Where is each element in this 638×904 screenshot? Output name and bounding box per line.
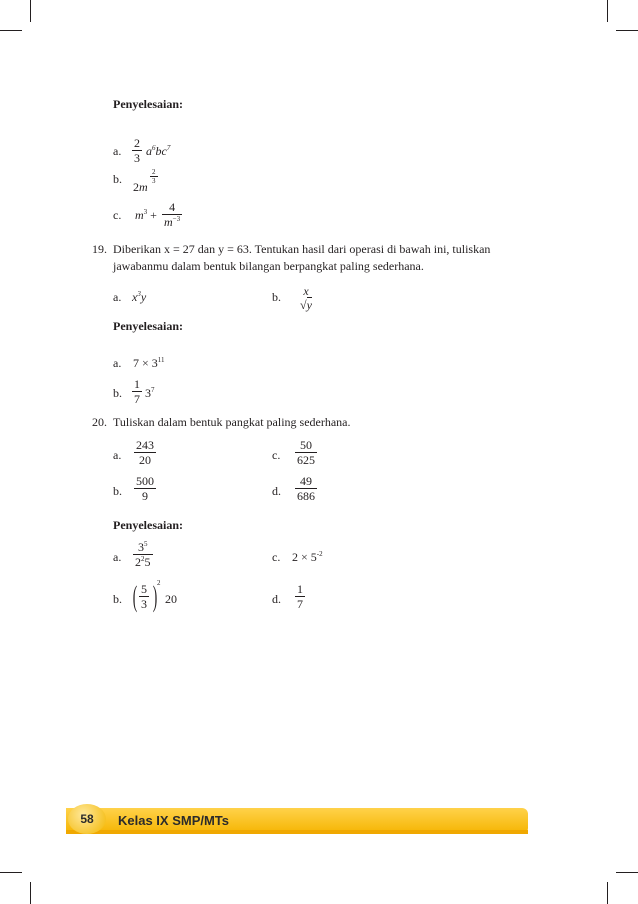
right-paren: ) xyxy=(152,580,158,613)
question-number-20: 20. xyxy=(92,415,107,429)
expression-2m: 2m xyxy=(133,180,148,194)
left-paren: ( xyxy=(132,580,138,613)
fraction-49-686: $\frac{49}{686}$ xyxy=(297,474,315,503)
expression-a6bc7: $a^6bc^7$ xyxy=(146,144,171,158)
crop-mark xyxy=(0,30,22,31)
question-20-text: Tuliskan dalam bentuk pangkat paling sederhana. xyxy=(113,415,351,429)
option-label-a: a. xyxy=(113,290,122,304)
sqrt-icon: √ xyxy=(300,298,307,312)
answer-label-a: a. xyxy=(113,144,122,158)
answer-label-b: b. xyxy=(113,172,122,186)
fraction-500-9: $\frac{500}{9}$ xyxy=(136,474,154,503)
fraction-3-5-over-2-2-5: $\frac{3^5}{2^25}$ xyxy=(135,540,151,569)
answer-label-c: c. xyxy=(113,208,122,222)
question-19-text: jawabanmu dalam bentuk bilangan berpangkat paling sederhana. xyxy=(113,259,424,273)
option-label-c: c. xyxy=(272,448,281,462)
fraction-5-3: $\frac{5}{3}$ xyxy=(141,582,147,611)
expression-20: 20 xyxy=(165,592,177,606)
fraction-x-over-sqrt-y: x √y xyxy=(300,284,312,312)
fraction-50-625: $\frac{50}{625}$ xyxy=(297,438,315,467)
question-number-19: 19. xyxy=(92,242,107,256)
answer-label-c: c. xyxy=(272,550,281,564)
crop-mark xyxy=(616,872,638,873)
expression-7x3-11: $7 \times 3^{11}$ xyxy=(133,356,165,370)
option-label-b: b. xyxy=(272,290,281,304)
answer-label-d: d. xyxy=(272,592,281,606)
solution-heading: Penyelesaian: xyxy=(113,319,183,333)
page-number: 58 xyxy=(68,804,106,834)
crop-mark xyxy=(607,882,608,904)
fraction-243-20: $\frac{243}{20}$ xyxy=(136,438,154,467)
crop-mark xyxy=(0,872,22,873)
answer-label-b: b. xyxy=(113,592,122,606)
expression-2x5-neg2: $2 \times 5^{-2}$ xyxy=(292,550,323,564)
option-label-d: d. xyxy=(272,484,281,498)
expression-x3y: $x^3y$ xyxy=(132,290,147,304)
crop-mark xyxy=(616,30,638,31)
option-label-a: a. xyxy=(113,448,122,462)
question-19-text: Diberikan x = 27 dan y = 63. Tentukan hasil dari operasi di bawah ini, tuliskan xyxy=(113,242,491,256)
fraction-2-3: $\frac{2}{3}$ xyxy=(134,136,140,165)
option-label-b: b. xyxy=(113,484,122,498)
exponent-2: 2 xyxy=(157,579,161,587)
expression-3-7: $3^7$ xyxy=(145,386,155,400)
footer-title: Kelas IX SMP/MTs xyxy=(118,813,230,828)
crop-mark xyxy=(30,882,31,904)
expression-m3: $m^3$ + xyxy=(135,208,157,222)
crop-mark xyxy=(30,0,31,22)
exponent-fraction: $\frac{2}{3}$ xyxy=(152,168,156,185)
answer-label-a: a. xyxy=(113,550,122,564)
answer-label-b: b. xyxy=(113,386,122,400)
crop-mark xyxy=(607,0,608,22)
solution-heading: Penyelesaian: xyxy=(113,97,183,111)
solution-heading: Penyelesaian: xyxy=(113,518,183,532)
fraction-1-7: $\frac{1}{7}$ xyxy=(297,582,303,611)
fraction-4-over-m: $\frac{4}{m^{-3}}$ xyxy=(164,200,181,229)
fraction-1-7: $\frac{1}{7}$ xyxy=(134,377,140,406)
answer-label-a: a. xyxy=(113,356,122,370)
